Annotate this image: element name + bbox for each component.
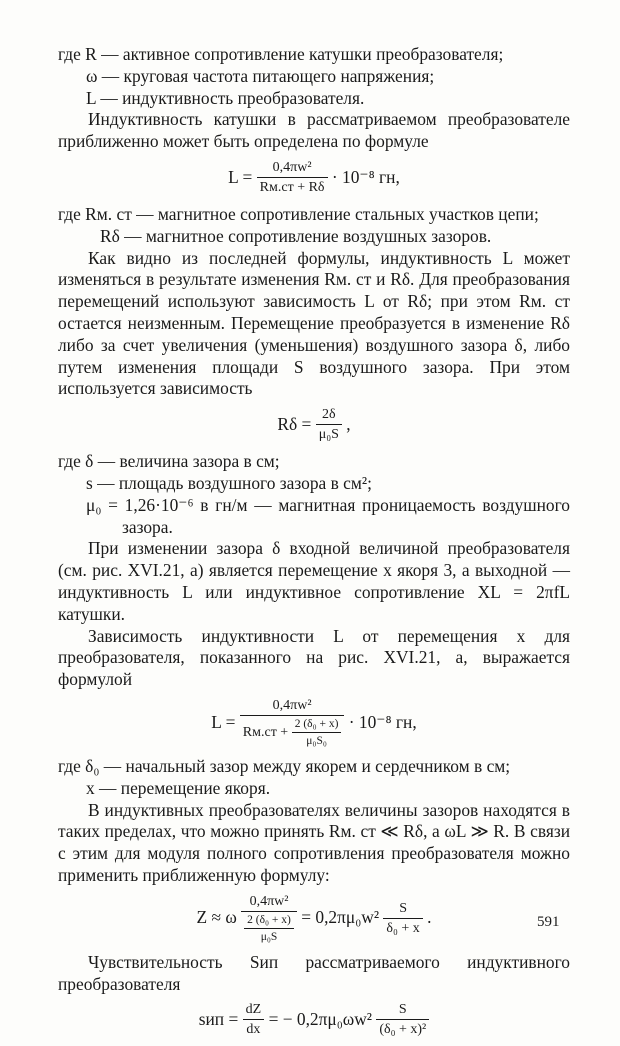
eq5-num2: S — [376, 1001, 429, 1020]
eq3-inner-fraction — [292, 717, 342, 748]
para-inductance: Индуктивность катушки в рассматриваемом преобразователе приближенно может быть определена по формуле — [58, 109, 570, 152]
para-sensitivity: Чувствительность Sип рассматриваемого индуктивного преобразователя — [58, 951, 570, 994]
eq4-num: 0,4πw² — [241, 893, 297, 912]
eq4-num2: S — [383, 900, 422, 919]
def-s: s — площадь воздушного зазора в см²; — [86, 472, 372, 493]
eq3-den — [240, 716, 345, 748]
def-mu0: μ₀ = 1,26·10⁻⁶ в гн/м — магнитная проницаемость воздушного зазора. — [86, 494, 570, 537]
eq4-fraction — [241, 893, 297, 944]
eq2-lhs: Rδ = — [277, 413, 312, 434]
eq5-fraction — [243, 1001, 265, 1038]
eq3-tail: · 10⁻⁸ гн, — [348, 711, 417, 732]
eq4-mid: = 0,2πμ₀w² — [301, 907, 380, 928]
eq3-lhs: L = — [211, 711, 236, 732]
equation-3 — [58, 697, 570, 748]
eq4-inner-num: 2 (δ₀ + x) — [244, 913, 294, 929]
eq1-fraction — [257, 159, 328, 196]
eq4-lhs: Z ≈ ω — [196, 907, 237, 928]
eq1-tail: · 10⁻⁸ гн, — [331, 166, 400, 187]
eq5-num: dZ — [243, 1001, 265, 1020]
eq1-lhs: L = — [228, 166, 253, 187]
def-rmst: где Rм. ст — магнитное сопротивление стальных участков цепи; — [58, 203, 539, 224]
para-formula: Как видно из последней формулы, индуктивность L может изменяться в результате изменения Rм. ст и Rδ. Для преобразования перемещений используют зависимость L от Rδ; при этом Rм. ст остается неизменным. Перемещение преобразуется в изменение Rδ либо за счет увеличения (уменьшения) воздушного зазора δ, либо путем изменения площади S воздушного зазора. При этом используется зависимость — [58, 247, 570, 399]
def-rdelta: Rδ — магнитное сопротивление воздушных зазоров. — [100, 225, 492, 246]
equation-2 — [58, 406, 570, 443]
eq3-inner-num: 2 (δ₀ + x) — [292, 717, 342, 733]
eq3-fraction — [240, 697, 345, 748]
eq5-mid: = − 0,2πμ₀ωw² — [268, 1008, 372, 1029]
equation-5 — [58, 1001, 570, 1038]
eq3-num: 0,4πw² — [240, 697, 345, 716]
eq5-den2: (δ₀ + x)² — [379, 1022, 427, 1038]
eq1-num: 0,4πw² — [257, 159, 328, 178]
eq2-num: 2δ — [316, 406, 342, 425]
eq4-inner-den: μ₀S — [260, 930, 278, 943]
eq4-den — [241, 912, 297, 944]
para-gap: При изменении зазора δ входной величиной преобразователя (см. рис. XVI.21, а) является перемещение х якоря 3, а выходной — индуктивность L или индуктивное сопротивление XL = 2πfL катушки. — [58, 538, 570, 624]
page-number: 591 — [537, 914, 560, 930]
eq3-den-a: Rм.ст + — [242, 724, 289, 740]
eq4-fraction-2 — [383, 900, 422, 937]
eq4-tail: . — [427, 907, 432, 928]
def-l: L — индуктивность преобразователя. — [86, 87, 365, 108]
eq2-fraction — [316, 406, 342, 443]
def-delta: где δ — величина зазора в см; — [58, 451, 280, 472]
def-omega: ω — круговая частота питающего напряжения; — [86, 65, 435, 86]
def-x: х — перемещение якоря. — [86, 777, 271, 798]
eq3-inner-den: μ₀S₀ — [306, 734, 327, 747]
def-delta0: где δ₀ — начальный зазор между якорем и сердечником в см; — [58, 755, 511, 776]
para-impedance: В индуктивных преобразователях величины зазоров находятся в таких пределах, что можно принять Rм. ст ≪ Rδ, а ωL ≫ R. В связи с этим для модуля полного сопротивления преобразователя можно применить приближенную формулу: — [58, 799, 570, 885]
eq5-den: dx — [246, 1022, 261, 1038]
page-body — [58, 44, 570, 1046]
eq2-tail: , — [346, 413, 351, 434]
equation-4 — [58, 893, 570, 944]
def-r: где R — активное сопротивление катушки преобразователя; — [58, 44, 504, 64]
eq4-inner-fraction — [244, 913, 294, 944]
eq1-den: Rм.ст + Rδ — [259, 179, 325, 195]
eq4-den2: δ₀ + x — [386, 920, 420, 936]
para-dependence: Зависимость индуктивности L от перемещения х для преобразователя, показанного на рис. XVI.21, а, выражается формулой — [58, 625, 570, 690]
eq5-lhs: sип = — [198, 1008, 239, 1029]
eq5-fraction-2 — [376, 1001, 429, 1038]
eq2-den: μ₀S — [318, 427, 339, 443]
equation-1 — [58, 159, 570, 196]
